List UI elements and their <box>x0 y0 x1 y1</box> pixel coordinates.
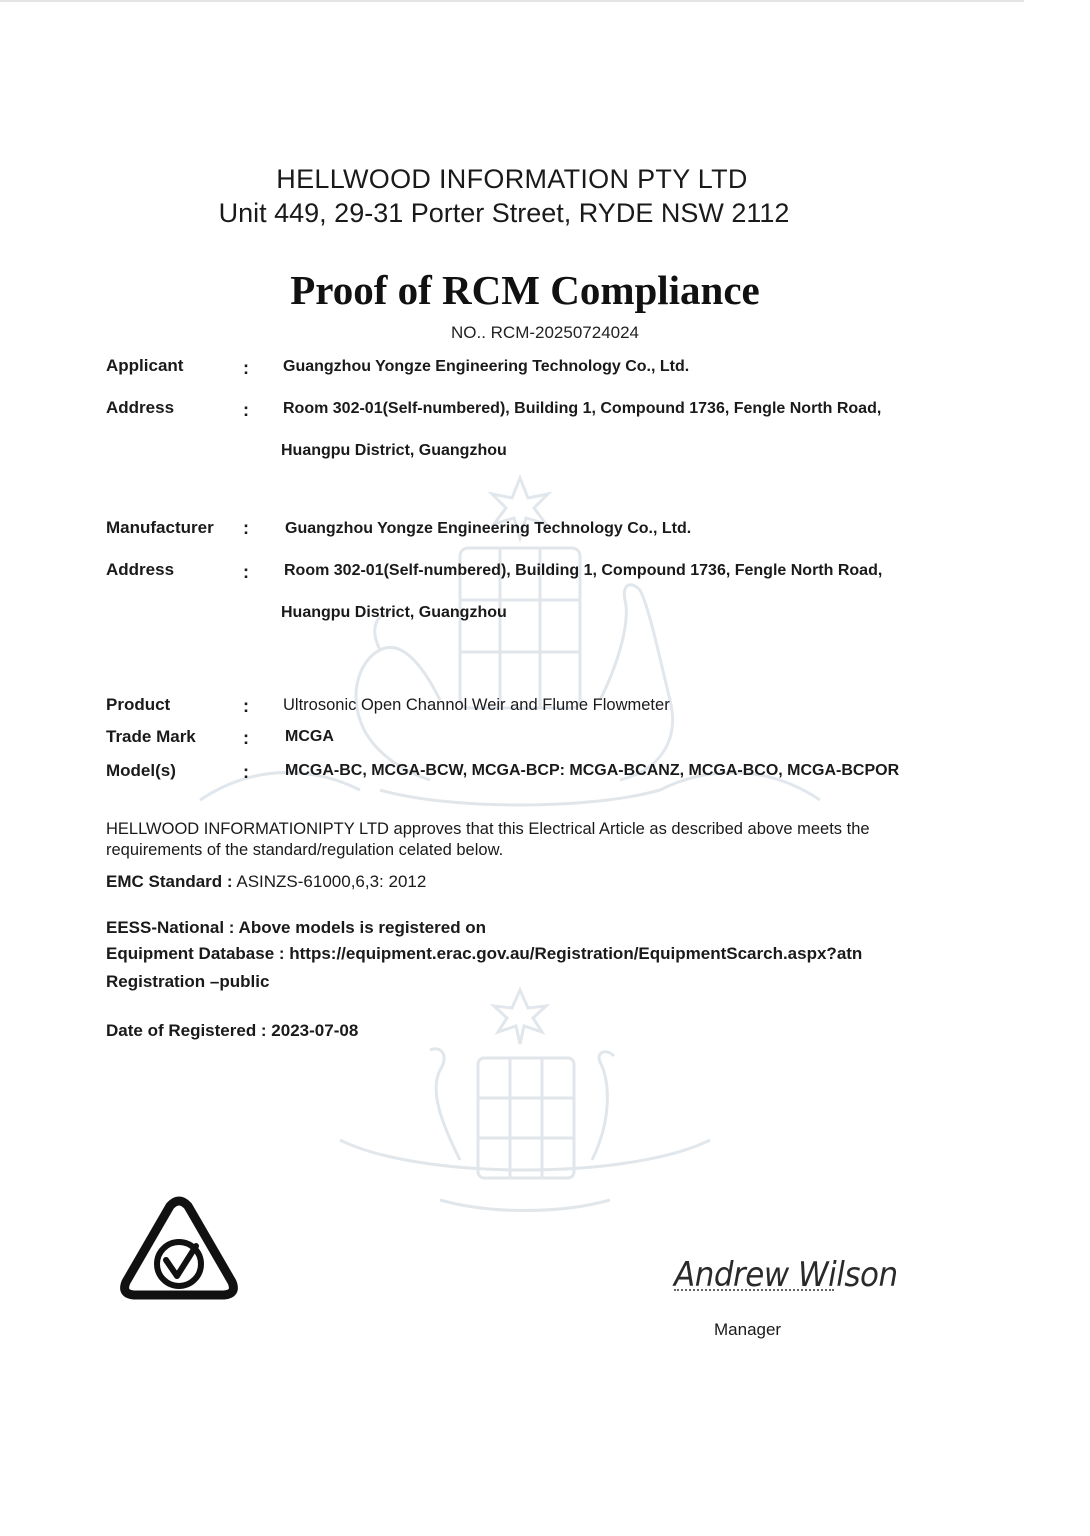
date-registered: Date of Registered : 2023-07-08 <box>106 1021 359 1040</box>
emc-standard-line <box>106 872 426 892</box>
approval-text-line1: HELLWOOD INFORMATIONIPTY LTD approves that this Electrical Article as described above meets the <box>106 820 870 838</box>
eess-line2: Equipment Database : https://equipment.erac.gov.au/Registration/EquipmentScarch.aspx?atn <box>106 944 863 963</box>
applicant-value: Guangzhou Yongze Engineering Technology Co., Ltd. <box>283 358 690 375</box>
applicant-label: Applicant <box>106 356 184 375</box>
manufacturer-label: Manufacturer <box>106 518 214 537</box>
emc-standard-label: EMC Standard : <box>106 872 233 891</box>
manufacturer-value: Guangzhou Yongze Engineering Technology Co., Ltd. <box>285 520 692 537</box>
applicant-address-line2: Huangpu District, Guangzhou <box>281 442 507 459</box>
manufacturer-address-line2: Huangpu District, Guangzhou <box>281 604 507 621</box>
page-top-border <box>0 0 1024 2</box>
applicant-colon: : <box>243 358 249 378</box>
product-value: Ultrosonic Open Channol Weir and Flume Flowmeter <box>283 696 670 714</box>
models-label: Model(s) <box>106 761 176 780</box>
trade-mark-label: Trade Mark <box>106 727 196 746</box>
eess-line1: EESS-National : Above models is registered on <box>106 918 487 937</box>
approval-text-line2: requirements of the standard/regulation celated below. <box>106 841 504 859</box>
trade-mark-colon: : <box>243 728 249 748</box>
svg-text:Andrew Wilson: Andrew Wilson <box>674 1254 898 1295</box>
issuer-company-name: HELLWOOD INFORMATION PTY LTD <box>276 164 748 194</box>
manufacturer-address-colon: : <box>243 562 249 582</box>
issuer-address: Unit 449, 29-31 Porter Street, RYDE NSW 2112 <box>218 198 790 228</box>
applicant-address-label: Address <box>106 398 175 417</box>
applicant-address-line1: Room 302-01(Self-numbered), Building 1, Compound 1736, Fengle North Road, <box>283 400 882 417</box>
applicant-address-colon: : <box>243 400 249 420</box>
signature-line <box>674 1289 834 1291</box>
models-colon: : <box>243 762 249 782</box>
signatory-role: Manager <box>714 1320 782 1339</box>
product-label: Product <box>106 695 171 714</box>
trade-mark-value: MCGA <box>285 728 334 745</box>
product-colon: : <box>243 696 249 716</box>
certificate-number: NO.. RCM-20250724024 <box>450 323 640 342</box>
emc-standard-value: ASINZS-61000,6,3: 2012 <box>236 872 427 891</box>
document-title: Proof of RCM Compliance <box>290 267 760 313</box>
manufacturer-address-label: Address <box>106 560 175 579</box>
rcm-compliance-mark <box>120 1198 238 1300</box>
eess-line3: Registration –public <box>106 972 270 991</box>
manufacturer-colon: : <box>243 518 249 538</box>
models-value: MCGA-BC, MCGA-BCW, MCGA-BCP: MCGA-BCANZ, MCGA-BCO, MCGA-BCPOR <box>285 762 900 779</box>
manufacturer-address-line1: Room 302-01(Self-numbered), Building 1, Compound 1736, Fengle North Road, <box>284 562 883 579</box>
manager-signature <box>672 1244 898 1300</box>
